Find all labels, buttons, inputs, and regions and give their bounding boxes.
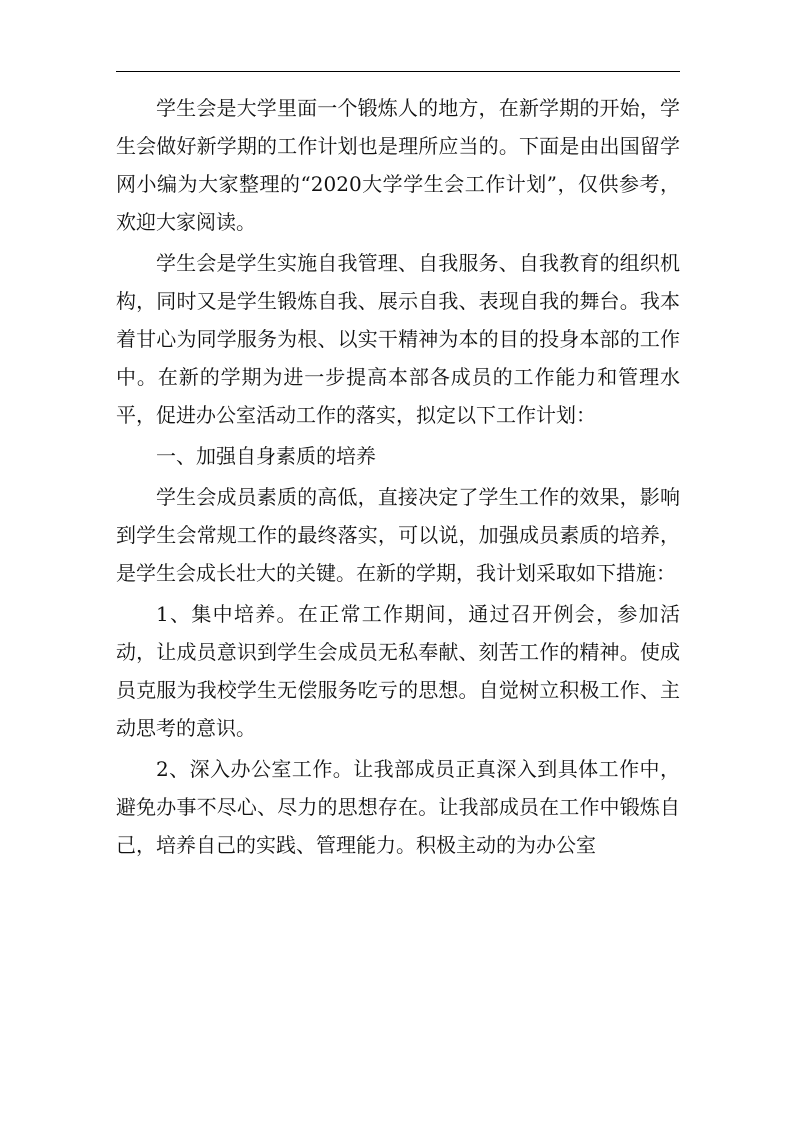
paragraph-intro: 学生会是大学里面一个锻炼人的地方，在新学期的开始，学生会做好新学期的工作计划也是理所应当的。下面是由出国留学网小编为大家整理的“2020大学学生会工作计划”，仅供参考，欢迎大家阅读。 <box>116 96 680 234</box>
list-item-1: 1、集中培养。在正常工作期间，通过召开例会，参加活动，让成员意识到学生会成员无私奉献、刻苦工作的精神。使成员克服为我校学生无偿服务吃亏的思想。自觉树立积极工作、主动思考的意识。 <box>116 602 680 740</box>
document-body <box>116 89 680 867</box>
paragraph-overview: 学生会是学生实施自我管理、自我服务、自我教育的组织机构，同时又是学生锻炼自我、展示自我、表现自我的舞台。我本着甘心为同学服务为根、以实干精神为本的目的投身本部的工作中。在新的学期为进一步提高本部各成员的工作能力和管理水平，促进办公室活动工作的落实，拟定以下工作计划： <box>116 251 680 427</box>
list-item-2: 2、深入办公室工作。让我部成员正真深入到具体工作中，避免办事不尽心、尽力的思想存在。让我部成员在工作中锻炼自己，培养自己的实践、管理能力。积极主动的为办公室 <box>116 757 680 857</box>
header-rule <box>116 71 680 72</box>
paragraph-section-one: 学生会成员素质的高低，直接决定了学生工作的效果，影响到学生会常规工作的最终落实，可以说，加强成员素质的培养，是学生会成长壮大的关键。在新的学期，我计划采取如下措施： <box>116 485 680 585</box>
section-heading: 一、加强自身素质的培养 <box>156 444 376 468</box>
